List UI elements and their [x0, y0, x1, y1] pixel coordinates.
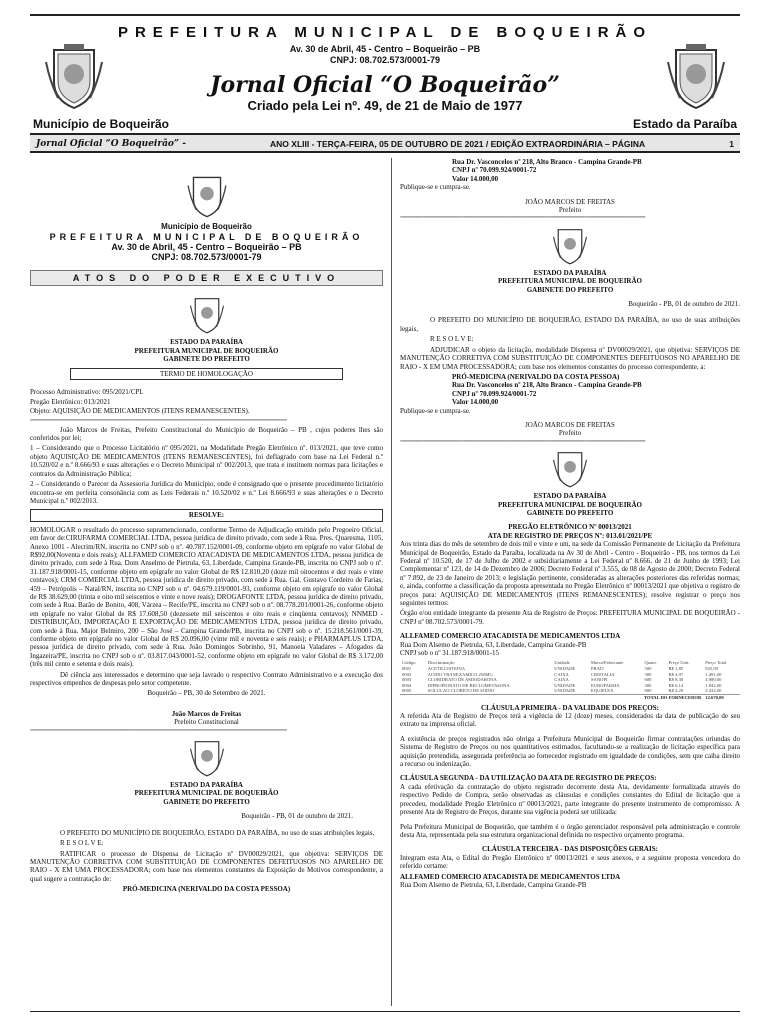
edition-info: ANO XLIII - TERÇA-FEIRA, 05 DE OUTUBRO DE 2021 / EDIÇÃO EXTRAORDINÁRIA – PÁGINA — [270, 139, 646, 149]
company-cnpj: CNPJ nº 70.099.924/0001-72 — [452, 166, 537, 175]
table-cell: 3.432,00 — [705, 688, 722, 694]
table-cell: ACETILCISTEINA — [427, 666, 466, 672]
header-municipality: Município de Boqueirão — [161, 222, 252, 231]
header-address: Av. 30 de Abril, 45 - Centro – Boqueirão – PB — [111, 242, 302, 252]
edition-journal: Jornal Oficial “O Boqueirão” - — [36, 139, 186, 149]
masthead-address — [0, 44, 770, 66]
prefeitura-line: PREFEITURA MUNICIPAL DE BOQUEIRÃO — [498, 277, 642, 286]
state-header — [400, 492, 740, 517]
top-rule — [30, 14, 740, 16]
table-header-cell: Unidade — [554, 660, 570, 666]
prefeitura-line: PREFEITURA MUNICIPAL DE BOQUEIRÃO — [498, 500, 642, 509]
clause-para: A cada efetivação da contratação do objeto registrado decorrente desta Ata, devidamente formalizada através do respectivo Pedido de Compra, serão observadas as cláusulas e condições constantes do Edital de licitação que a precedeu, modalidade Pregão Eletrônico nº 00013/2021, parte integrante do presente instrumento de compromisso. A presente Ata de Registro de Preços, durante sua vigência poderá ser utilizada: — [400, 782, 740, 817]
ata-title: ATA DE REGISTRO DE PREÇOS Nº: 013.01/2021/PE — [487, 531, 653, 540]
pregao-title: PREGÃO ELETRÔNICO Nº 00013/2021 — [508, 523, 632, 532]
table-cell: CLORIDRATO DE AMIODARONA — [427, 677, 497, 683]
signer-role: Prefeito Constitucional — [174, 718, 239, 727]
signer-name: JOÃO MARCOS DE FREITAS — [525, 420, 615, 429]
table-cell: R$ 6,14 — [668, 682, 684, 688]
table-cell: 0004 — [402, 682, 412, 688]
resolve-para-2: Dê ciência aos interessados e determino que seja lavrado o respectivo Contrato Administrativo e a execução dos respectivos empenhos de despesas pelo setor competente. — [30, 670, 383, 688]
company-block — [400, 373, 740, 407]
edition-bar — [30, 133, 740, 153]
table-cell: 925,00 — [705, 666, 718, 672]
gabinete-line: GABINETE DO PREFEITO — [163, 355, 250, 364]
journal-law: Criado pela Lei nº. 49, de 21 de Maio de 1977 — [247, 98, 523, 113]
table-header-cell: Marca/Fabricante — [590, 660, 624, 666]
adj-para-1: O PREFEITO DO MUNICÍPIO DE BOQUEIRÃO, ESTADO DA PARAÍBA, no uso de suas atribuições legais, — [400, 316, 740, 333]
table-cell: UNIDADE — [554, 666, 576, 672]
company-block — [400, 158, 740, 183]
homolog-para-3: 2 – Considerando o Parecer da Assessoria Jurídica do Município, onde é consignado que o presente procedimento licitatório encontra-se em perfeita consonância com as Leis Federais n.º 10.520/02 e n.º Lei 8.666/93 e suas alterações e o Decreto Municipal n.º 002/2013. — [30, 480, 383, 505]
ratif-para-2: RATIFICAR o processo de Dispensa de Licitação nº DV00029/2021, que objetiva: SERVIÇOS DE MANUTENÇÃO CORRETIVA COM SUBSTITUIÇÃO DE COMPONENTES DEFEITUOSOS NO APARELHO DE RAIO - X EM UMA PROCESSADORA; com base nos elementos constantes da Exposição de Motivos correspondente, a qual sugere a contratação de: — [30, 849, 383, 883]
prefeitura-line: PREFEITURA MUNICIPAL DE BOQUEIRÃO — [134, 346, 279, 355]
signer-name: João Marcos de Freitas — [171, 709, 242, 718]
company-address: Rua Dr. Vasconcelos nº 218, Alto Branco - Campina Grande-PB — [452, 381, 642, 390]
divider: ========================================================================================= — [30, 418, 287, 425]
process-object: Objeto: AQUISIÇÃO DE MEDICAMENTOS (ITENS REMANESCENTES). — [30, 406, 250, 415]
table-cell: R$ 8,30 — [668, 677, 684, 683]
clause-title: CLÁUSULA TERCEIRA - DAS DISPOSIÇÕES GERAIS: — [482, 845, 658, 854]
clause-title: CLÁUSULA SEGUNDA - DA UTILIZAÇÃO DA ATA DE REGISTRO DE PREÇOS: — [400, 774, 657, 783]
state-header — [30, 338, 383, 363]
signer-role: Prefeito — [558, 206, 582, 215]
company-name: PRÓ-MEDICINA (NERIVALDO DA COSTA PESSOA) — [452, 372, 620, 381]
table-cell: 0005 — [402, 688, 412, 694]
table-cell: 4.980,00 — [705, 677, 722, 683]
table-cell: SANOFI — [590, 677, 608, 683]
table-cell: 1.842,00 — [705, 682, 722, 688]
page-number: 1 — [729, 139, 734, 149]
process-admin: Processo Administrativo: 095/2021/CPL — [30, 388, 144, 397]
table-cell: R$ 4,97 — [668, 671, 684, 677]
clause-para: Pela Prefeitura Municipal de Boqueirão, que também é o órgão gerenciador responsável pela administração e controle desta Ata, representada pela sua estrutura organizacional definida no respectivo orçamento programa. — [400, 822, 740, 839]
journal-name: Jornal Oficial “O Boqueirão” — [210, 72, 560, 98]
homologation-title: TERMO DE HOMOLOGAÇÃO — [70, 368, 343, 380]
table-cell: 800 — [644, 688, 652, 694]
masthead-cnpj: CNPJ: 08.702.573/0001-79 — [329, 55, 441, 65]
divider: ===================================================================================== — [400, 438, 646, 445]
state-line: ESTADO DA PARAÍBA — [170, 781, 243, 790]
ratif-company: PRÓ-MEDICINA (NERIVALDO DA COSTA PESSOA) — [122, 885, 291, 894]
ratif-para-1: O PREFEITO DO MUNICÍPIO DE BOQUEIRÃO, ESTADO DA PARAÍBA, no uso de suas atribuições legais, — [60, 828, 375, 837]
prefeitura-line: PREFEITURA MUNICIPAL DE BOQUEIRÃO — [134, 789, 279, 798]
publish-line: Publique-se e cumpra-se. — [400, 183, 471, 192]
clause-title: CLÁUSULA PRIMEIRA - DA VALIDADE DOS PREÇOS: — [481, 703, 659, 712]
municipal-crest-icon — [186, 172, 228, 218]
table-cell: 0001 — [402, 666, 412, 672]
divider: ========================================================================================= — [30, 727, 287, 734]
header-cnpj: CNPJ: 08.702.573/0001-79 — [151, 252, 262, 262]
date-line: Boqueirão - PB, 01 de outubro de 2021. — [628, 300, 740, 309]
company-address: Rua Dr. Vasconcelos nº 218, Alto Branco - Campina Grande-PB — [452, 158, 642, 166]
gabinete-line: GABINETE DO PREFEITO — [526, 508, 614, 517]
adj-para-2: ADJUDICAR o objeto da licitação, modalidade Dispensa nº DV00029/2021, que objetiva: SERVIÇOS DE MANUTENÇÃO CORRETIVA COM SUBSTITUIÇÃO DE COMPONENTES DEFEITUOSOS NO APARELHO DE RAIO - X EM UMA PROCESSADORA; com base nos elementos constantes do processo correspondente, a: — [400, 345, 740, 371]
table-header-cell: Discriminação — [427, 660, 455, 666]
signature — [400, 421, 740, 438]
table-cell: R$ 4,29 — [668, 688, 684, 694]
gabinete-line: GABINETE DO PREFEITO — [526, 285, 614, 294]
table-cell: 600 — [644, 677, 652, 683]
date-line: Boqueirão - PB, 01 de outubro de 2021. — [241, 812, 353, 821]
left-column — [30, 158, 383, 896]
table-cell: 300 — [644, 682, 652, 688]
table-cell: UNIDADE — [554, 682, 576, 688]
resolve-body: HOMOLOGAR o resultado do processo supramencionado, conforme Termo de Adjudicação emitido pelo Pregoeiro Oficial, em favor de:CIRUFARMA COMERCIAL LTDA, pessoa jurídica de direito privado, com sede à Rua. Pres. Quaresma, 1105, Anexo 1001 - Alecrim/RN, inscrita no CNPJ sob o nº. 40.787.152/0001-09, conforme objeto em epígrafe no valor Global de R$92,00(Noventa e dois reais); ALLFAMED COMERCIO ATACADISTA DE MEDICAMENTOS LTDA, pessoa jurídica de direito privado, com sede à Rua. Dom Anselmo de Pietrula, 63, Liberdade, Campina Grande-PB, inscrita no CNPJ sob o nº. 31.187.918/0001-15, conforme objeto em epígrafe no valor Global de R$ 12.810,20 (doze mil oitocentos e dez reais e vinte centavos); CRM COMERCIAL LTDA, pessoa jurídica de direito privado, com sede à Rua. Gal. Gustavo Cordeiro de Farias, 459 – Petrópolis – Natal/RN, inscrita no CNPJ sob o nº. 04.679.119/0001-93, conforme objeto em epígrafe no valor Global de R$ 38.629,00 (trinta e oito mil seiscentos e vinte e nove reais); DROGAFONTE LTDA, pessoa jurídica de direito privado, com sede à Rua. Barão de Bonito, 408, Várzea – Recife/PE, inscrita no CNPJ sob o nº. 08.778.201/0001-26, conforme objeto em epígrafe no valor Global de R$ 17.608,50 (dezessete mil seiscentos e oito reais e cinqüenta centavos); NNMED - DISTRIBUIÇÃO, IMPORTAÇÃO E EXPORTAÇÃO DE MEDICAMENTOS LTDA, pessoa jurídica de direito privado, com sede à Rua. Major Belmiro, 200 – São José – Campina Grande/PB, inscrita no CNPJ sob o nº. 15.218.561/0001-39, conforme objeto em epígrafe no valor Global de R$ 20.096,00 (vinte mil e noventa e seis reais); e PHARMAPLUS LTDA, pessoa jurídica de direito privado, com sede à Rua. João Domingos Sobrinho, 91, Manoela Valadares – Afogados da Ingazeira/PE, inscrita no CNPJ sob o nº. 03.817.043/0001-52, conforme objeto em epígrafe no valor Global de R$ 3.172,00 (três mil cento e setenta e dois reais). — [30, 525, 383, 669]
company-value: Valor 14.000,00 — [452, 398, 499, 407]
table-cell: DIPROPIONATO DE BECLOMETASONA — [427, 682, 510, 688]
signer-name: JOÃO MARCOS DE FREITAS — [525, 197, 615, 206]
masthead-title: PREFEITURA MUNICIPAL DE BOQUEIRÃO — [117, 24, 653, 41]
right-column — [400, 158, 740, 889]
table-header-cell: Preço Total — [705, 660, 727, 666]
homolog-para-1: João Marcos de Freitas, Prefeito Constitucional do Município de Boqueirão – PB , cujos poderes lhes são conferidos por lei; — [30, 425, 383, 443]
state-line: ESTADO DA PARAÍBA — [533, 492, 607, 501]
ata-para-2: Órgão e/ou entidade integrante da presente Ata de Registro de Preços: PREFEITURA MUNICIPAL DE BOQUEIRÃO - CNPJ nº 08.702.573/0001-79. — [400, 609, 740, 626]
table-cell: EQUIPLEX — [590, 688, 614, 694]
supplier-address: Rua Dom Alsemo de Pietrula, 63, Liberdade, Campina Grande-PB — [400, 880, 587, 889]
clause-para: A existência de preços registrados não obriga a Prefeitura Municipal de Boqueirão firmar contratações oriundas do Sistema de Registro de Preços ou nos quantitativos estimados, facultando-se a realização de licitação específica para aquisição pretendida, assegurada preferência ao fornecedor registrado em igualdade de condições, sem que caiba direito a recurso ou indenização. — [400, 734, 740, 769]
table-cell: 300 — [644, 671, 652, 677]
state-label: Estado da Paraíba — [632, 117, 737, 131]
table-cell: CRISTALIA — [590, 671, 615, 677]
table-header-cell: Preço Unit. — [668, 660, 690, 666]
total-value: 12.670,00 — [703, 695, 740, 701]
publish-line: Publique-se e cumpra-se. — [400, 406, 471, 415]
gabinete-line: GABINETE DO PREFEITO — [163, 797, 250, 806]
municipality-label: Município de Boqueirão — [33, 117, 170, 131]
signature — [30, 710, 383, 727]
supplier-name: ALLFAMED COMERCIO ATACADISTA DE MEDICAMENTOS LTDA — [400, 632, 621, 641]
ata-para-1: Aos trinta dias do mês de setembro de dois mil e vinte e um, na sede da Comissão Permanente de Licitação da Prefeitura Municipal de Boqueirão, Estado da Paraíba, localizada na Av 30 de Abril - Centro - Boqueirão - PB, nos termos da Lei Federal nº 10.520, de 17 de Julho de 2002 e subsidiariamente a Lei Federal nº 8.666, de 21 de Junho de 1993; Lei Complementar nº 123, de 14 de Dezembro de 2006; Decreto Federal nº 3.555, de 08 de Agosto de 2000; Decreto Federal nº 7.892, de 23 de Janeiro de 2013; e legislação pertinente, consideradas as alterações posteriores das referidas normas; e, ainda, conforme a classificação da proposta apresentada no Pregão Eletrônico nº 00013/2021 que objetiva o registro de preços para: AQUISIÇÃO DE MEDICAMENTOS (ITENS REMANESCENTES); resolve registrar o preço nos seguintes termos: — [400, 540, 740, 608]
section-atos: ATOS DO PODER EXECUTIVO — [30, 270, 383, 286]
table-cell: 0002 — [402, 671, 412, 677]
header-prefeitura: PREFEITURA MUNICIPAL DE BOQUEIRÃO — [49, 232, 364, 242]
supplier-cnpj: CNPJ sob o nº 31.187.918/0001-15 — [400, 649, 500, 658]
company-cnpj: CNPJ nº 70.099.924/0001-72 — [452, 389, 537, 398]
date-line: Boqueirão – PB, 30 de Setembro de 2021. — [147, 689, 266, 698]
table-cell: R$ 1,85 — [668, 666, 684, 672]
clause-para: Integram esta Ata, o Edital do Pregão Eletrônico nº 00013/2021 e seus anexos, e a seguinte proposta vencedora do referido certame: — [400, 853, 740, 871]
signature — [400, 198, 740, 215]
table-header-cell: Código — [402, 660, 416, 666]
state-header — [30, 781, 383, 806]
table-total-row — [400, 695, 740, 701]
table-cell: 0003 — [402, 677, 412, 683]
municipal-crest-icon — [552, 225, 588, 265]
state-line: ESTADO DA PARAÍBA — [533, 268, 607, 277]
price-table — [400, 660, 740, 700]
state-header — [400, 269, 740, 294]
bottom-rule — [30, 1011, 740, 1012]
supplier-address: Rua Dom Alsemo de Pietrula, 63, Liberdade, Campina Grande-PB — [400, 640, 587, 649]
municipal-crest-icon — [189, 294, 225, 334]
adj-resolve: R E S O L V E: — [430, 335, 474, 344]
ratif-resolve: R E S O L V E: — [60, 839, 104, 848]
municipal-crest-icon — [189, 737, 225, 777]
left-header — [30, 222, 383, 262]
masthead-address-line: Av. 30 de Abril, 45 - Centro – Boqueirão – PB — [289, 44, 481, 54]
table-cell: UNIDADE — [554, 688, 576, 694]
divider: ===================================================================================== — [400, 215, 646, 222]
table-cell: 1.491,00 — [705, 671, 722, 677]
total-label: TOTAL DO FORNECEDOR — [400, 695, 703, 701]
resolve-title: RESOLVE: — [30, 509, 383, 521]
company-value: Valor 14.000,00 — [452, 174, 499, 183]
table-cell: EUROFARMA — [590, 682, 620, 688]
homolog-para-2: 1 – Considerando que o Processo Licitatório nº 095/2021, na Modalidade Pregão Eletrônico nº. 013/2021, que teve como objeto AQUISIÇÃO DE MEDICAMENTOS (ITENS REMANESCENTES), foi deflagrado com base na Lei Federal n.º 10.520/02 e n.º 8.666/93 e suas alterações e o Decreto Municipal nº 002/2013, que trata e instituem normas para licitações e contratos da Administração Pública; — [30, 444, 383, 478]
table-cell: SOLUCAO CLORETO DE SODIO — [427, 688, 495, 694]
column-divider — [391, 158, 392, 1006]
signer-role: Prefeito — [558, 429, 582, 438]
supplier-name: ALLFAMED COMERCIO ATACADISTA DE MEDICAMENTOS LTDA — [400, 872, 621, 881]
table-cell: PRATI — [590, 666, 604, 672]
state-line: ESTADO DA PARAÍBA — [170, 338, 243, 347]
process-pregao: Pregão Eletrônico: 013/2021 — [30, 398, 111, 407]
table-cell: CAIXA — [554, 677, 569, 683]
table-cell: ACIDO TRANEXAMICO 250MG — [427, 671, 493, 677]
table-cell: 500 — [644, 666, 652, 672]
municipal-crest-icon — [552, 448, 588, 488]
clause-para: A referida Ata de Registro de Preços terá a vigência de 12 (doze) meses, considerados da data de publicação de seu extrato na imprensa oficial. — [400, 712, 740, 729]
table-cell: CAIXA — [554, 671, 569, 677]
table-header-cell: Quant. — [644, 660, 657, 666]
